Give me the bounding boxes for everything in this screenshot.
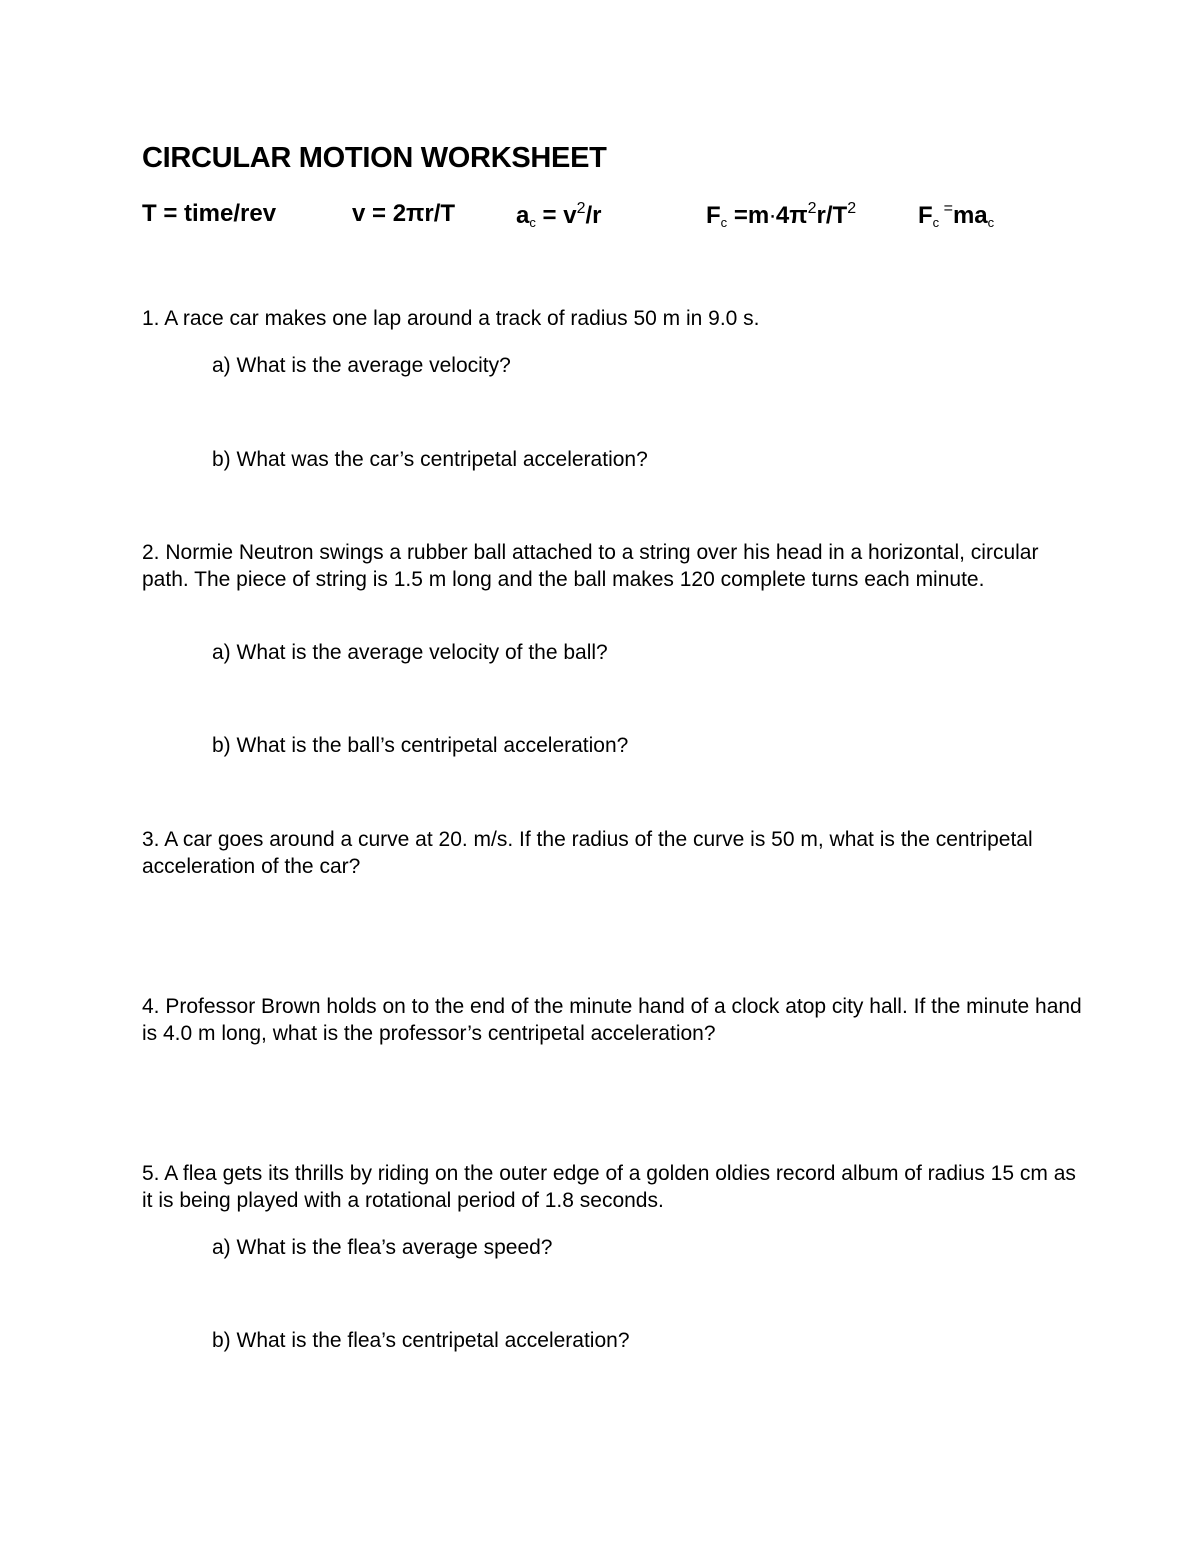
force1-superscript: 2 <box>807 200 817 217</box>
centripetal-force-period-formula <box>706 200 856 230</box>
question-4: 4. Professor Brown holds on to the end of the minute hand of a clock atop city hall. If the minute hand is 4.0 m long, what is the professor’s centripetal acceleration? <box>142 995 1082 1045</box>
question-2b: b) What is the ball’s centripetal acceleration? <box>212 734 629 757</box>
force2-subscript2: c <box>987 215 995 230</box>
worksheet-title: CIRCULAR MOTION WORKSHEET <box>142 142 607 174</box>
force1-superscript2: 2 <box>847 200 857 217</box>
question-1: 1. A race car makes one lap around a track of radius 50 m in 9.0 s. <box>142 307 760 330</box>
velocity-formula: v = 2πr/T <box>352 200 456 227</box>
accel-tail: /r <box>585 202 602 229</box>
accel-superscript: 2 <box>576 200 586 217</box>
question-5a: a) What is the flea’s average speed? <box>212 1236 553 1259</box>
force2-symbol: F <box>918 202 933 229</box>
force2-subscript: c <box>932 215 940 230</box>
accel-symbol: a <box>516 202 530 229</box>
period-formula: T = time/rev <box>142 200 277 227</box>
question-2a: a) What is the average velocity of the ball? <box>212 641 608 664</box>
question-3: 3. A car goes around a curve at 20. m/s. If the radius of the curve is 50 m, what is the centripetal acceleration of the car? <box>142 828 1033 878</box>
acceleration-formula <box>516 200 601 230</box>
question-1a: a) What is the average velocity? <box>212 354 511 377</box>
force1-subscript: c <box>720 215 728 230</box>
force1-times: ∙ <box>769 202 776 229</box>
question-5: 5. A flea gets its thrills by riding on the outer edge of a golden oldies record album of radius 15 cm as it is being played with a rotational period of 1.8 seconds. <box>142 1162 1076 1212</box>
force2-ma: ma <box>952 202 988 229</box>
accel-equation: = v <box>535 202 577 229</box>
question-5b: b) What is the flea’s centripetal acceleration? <box>212 1329 630 1352</box>
question-1b: b) What was the car’s centripetal acceleration? <box>212 448 648 471</box>
centripetal-force-mass-formula <box>918 200 994 230</box>
force1-mid: 4π <box>775 202 808 229</box>
force1-equation: =m <box>727 202 770 229</box>
force2-equals: = <box>939 200 953 217</box>
force1-mid2: r/T <box>816 202 848 229</box>
accel-subscript: c <box>529 215 536 230</box>
question-2: 2. Normie Neutron swings a rubber ball attached to a string over his head in a horizontal, circular path. The piece of string is 1.5 m long and the ball makes 120 complete turns each minute. <box>142 541 1039 591</box>
force1-symbol: F <box>706 202 721 229</box>
